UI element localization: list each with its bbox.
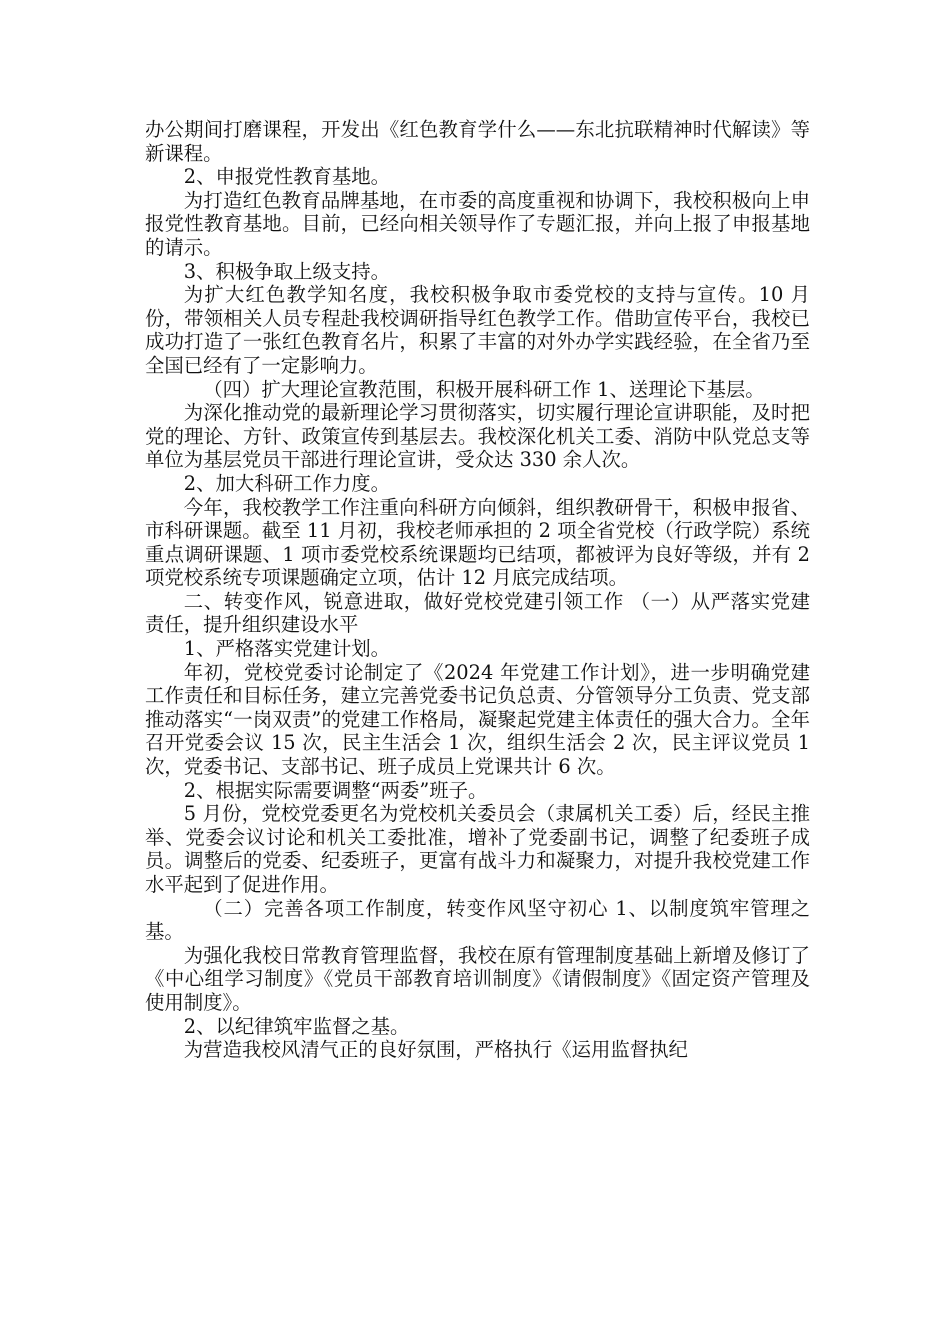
paragraph: 2、以纪律筑牢监督之基。 xyxy=(183,1014,410,1038)
paragraph: 2、申报党性教育基地。 xyxy=(183,165,391,189)
paragraph: 今年，我校教学工作注重向科研方向倾斜，组织教研骨干，积极申报省、市科研课题。截至 11 月初，我校老师承担的 2 项全省党校（行政学院）系统重点调研课题、1 项市委党校系统课题均已结项，都被评为良好等级，并有 2 项党校系统专项课题确定立项，估计 12 月底完成结项。 xyxy=(145,495,810,590)
section-heading: （四）扩大理论宣教范围，积极开展科研工作 1、送理论下基层。 xyxy=(203,377,765,401)
paragraph: 5 月份，党校党委更名为党校机关委员会（隶属机关工委）后，经民主推举、党委会议讨论和机关工委批准，增补了党委副书记，调整了纪委班子成员。调整后的党委、纪委班子，更富有战斗力和凝聚力，对提升我校党建工作水平起到了促进作用。 xyxy=(145,802,810,896)
document-body xyxy=(145,118,810,1062)
paragraph: 为扩大红色教学知名度，我校积极争取市委党校的支持与宣传。10 月份，带领相关人员专程赴我校调研指导红色教学工作。借助宣传平台，我校已成功打造了一张红色教育名片，积累了丰富的对外办学实践经验，在全省乃至全国已经有了一定影响力。 xyxy=(145,283,810,377)
paragraph: 3、积极争取上级支持。 xyxy=(183,259,391,283)
paragraph: 1、严格落实党建计划。 xyxy=(183,637,391,661)
paragraph: 2、加大科研工作力度。 xyxy=(183,471,391,495)
paragraph: 为打造红色教育品牌基地，在市委的高度重视和协调下，我校积极向上申报党性教育基地。目前，已经向相关领导作了专题汇报，并向上报了申报基地的请示。 xyxy=(145,188,810,259)
paragraph: 办公期间打磨课程，开发出《红色教育学什么——东北抗联精神时代解读》等新课程。 xyxy=(145,118,810,165)
paragraph: 2、根据实际需要调整“两委”班子。 xyxy=(183,778,488,802)
section-heading: 二、转变作风，锐意进取，做好党校党建引领工作 （一）从严落实党建责任，提升组织建设水平 xyxy=(145,589,810,637)
section-heading: （二）完善各项工作制度，转变作风坚守初心 1、以制度筑牢管理之基。 xyxy=(145,896,810,944)
paragraph: 年初，党校党委讨论制定了《2024 年党建工作计划》，进一步明确党建工作责任和目标任务，建立完善党委书记负总责、分管领导分工负责、党支部推动落实“一岗双责”的党建工作格局，凝聚起党建主体责任的强大合力。全年召开党委会议 15 次，民主生活会 1 次，组织生活会 2 次，民主评议党员 1 次，党委书记、支部书记、班子成员上党课共计 6 次。 xyxy=(145,660,810,779)
paragraph: 为强化我校日常教育管理监督，我校在原有管理制度基础上新增及修订了《中心组学习制度》《党员干部教育培训制度》《请假制度》《固定资产管理及使用制度》。 xyxy=(145,943,810,1014)
paragraph: 为深化推动党的最新理论学习贯彻落实，切实履行理论宣讲职能，及时把党的理论、方针、政策宣传到基层去。我校深化机关工委、消防中队党总支等单位为基层党员干部进行理论宣讲，受众达 330 余人次。 xyxy=(145,401,810,472)
paragraph: 为营造我校风清气正的良好氛围，严格执行《运用监督执纪 xyxy=(183,1038,688,1062)
